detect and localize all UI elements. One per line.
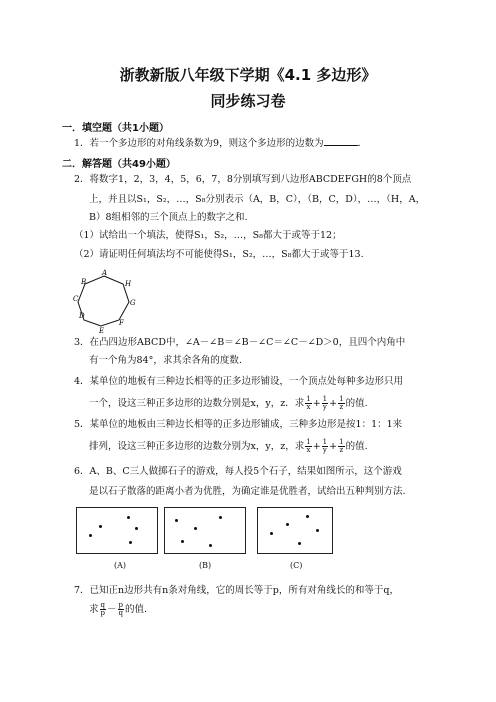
- vertex-label-e: E: [99, 327, 105, 334]
- question-2-line2: 上，并且以S₁，S₂，…，S₈分别表示（A，B，C），（B，C，D），…，（H，A，: [89, 194, 426, 205]
- fraction-1-over-z: [338, 396, 344, 411]
- question-6-line1: 6．A、B、C三人做掷石子的游戏，每人投5个石子，结果如图所示，这个游戏: [74, 466, 402, 477]
- denominator: z: [339, 403, 344, 411]
- vertex-label-g: G: [130, 299, 136, 307]
- denominator: y: [322, 403, 327, 411]
- stone-dot: [209, 544, 212, 547]
- question-1-end: ．: [357, 138, 368, 149]
- denominator: x: [306, 403, 311, 411]
- stone-dot: [316, 529, 319, 532]
- scatter-box-b: [164, 507, 246, 554]
- fraction-1-over-x: [305, 439, 311, 454]
- question-6-line2: 是以石子散落的距离小者为优胜，为确定谁是优胜者，试给出五种判别方法.: [89, 486, 406, 497]
- stone-dot: [286, 523, 289, 526]
- stone-dot: [99, 525, 102, 528]
- question-5-end: 的值.: [345, 441, 368, 452]
- question-7-end: 的值.: [125, 604, 148, 615]
- numerator: 1: [339, 395, 344, 403]
- stone-dot: [306, 515, 309, 518]
- stone-dot: [219, 516, 222, 519]
- question-1-text: 1．若一个多边形的对角线条数为9，则这个多边形的边数为: [74, 138, 324, 149]
- numerator: 1: [306, 395, 311, 403]
- stone-dot: [89, 534, 92, 537]
- minus-sign: －: [107, 604, 117, 615]
- fraction-1-over-y: [322, 439, 328, 454]
- stone-dot: [127, 516, 130, 519]
- vertex-label-d: D: [79, 312, 85, 320]
- stone-dot: [175, 519, 178, 522]
- stone-dot: [270, 532, 273, 535]
- scatter-box-a: [76, 507, 158, 554]
- octagon-figure: [70, 268, 140, 334]
- question-2-line1: 2．将数字1，2，3，4，5，6，7，8分别填写到八边形ABCDEFGH的8个顶点: [74, 174, 412, 185]
- stone-dot: [129, 541, 132, 544]
- numerator: 1: [322, 395, 328, 403]
- question-5-line2: [89, 439, 368, 454]
- stone-dot: [135, 527, 138, 530]
- plus-sign: +: [329, 398, 338, 409]
- denominator: p: [100, 609, 105, 617]
- numerator: 1: [339, 438, 344, 446]
- question-4-line1: 4．某单位的地板有三种边长相等的正多边形铺设，一个顶点处每种多边形只用: [74, 376, 404, 387]
- numerator: q: [100, 601, 105, 609]
- fraction-1-over-x: [305, 396, 311, 411]
- box-caption-c: (C): [290, 561, 303, 570]
- vertex-label-f: F: [119, 319, 124, 327]
- plus-sign: +: [312, 398, 321, 409]
- stone-dot: [181, 540, 184, 543]
- question-4-line2: [89, 396, 368, 411]
- vertex-label-c: C: [73, 295, 79, 303]
- section-answer: 二．解答题（共49小题）: [62, 159, 176, 170]
- section-fill-blank: 一．填空题（共1小题）: [62, 123, 169, 134]
- plus-sign: +: [329, 441, 338, 452]
- vertex-label-a: A: [102, 269, 108, 277]
- fraction-1-over-y: [322, 396, 328, 411]
- box-caption-b: (B): [199, 561, 212, 570]
- numerator: 1: [322, 438, 328, 446]
- question-2-line3: B）8组相邻的三个顶点上的数字之和.: [89, 212, 248, 223]
- denominator: z: [339, 446, 344, 454]
- page-subtitle: 同步练习卷: [210, 92, 286, 110]
- fraction-1-over-z: [338, 439, 344, 454]
- question-7-text: 求: [89, 604, 99, 615]
- plus-sign: +: [312, 441, 321, 452]
- question-2-part2: （2）请证明任何填法均不可能使得S₁，S₂，…，S₈都大于或等于13.: [74, 249, 364, 260]
- question-5-text: 排列，设这三种正多边形的边数分别为x，y，z，求: [89, 441, 305, 452]
- denominator: x: [306, 446, 311, 454]
- numerator: 1: [306, 438, 311, 446]
- question-4-end: 的值.: [345, 398, 368, 409]
- stone-dot: [194, 527, 197, 530]
- scatter-box-c: [257, 507, 333, 554]
- fraction-q-over-p: [100, 602, 106, 617]
- question-1: [74, 136, 367, 150]
- vertex-label-h: H: [125, 280, 132, 288]
- question-5-line1: 5．某单位的地板由三种边长相等的正多边形铺成，三种多边形是按1：1：1来: [74, 419, 403, 430]
- answer-blank: [324, 136, 358, 146]
- question-2-part1: （1）试给出一个填法，使得S₁，S₂，…，S₈都大于或等于12；: [74, 230, 342, 241]
- numerator: p: [118, 601, 123, 609]
- box-caption-a: (A): [114, 561, 127, 570]
- question-7-line1: 7．已知正n边形共有n条对角线，它的周长等于p，所有对角线长的和等于q，: [74, 585, 399, 596]
- vertex-label-b: B: [81, 278, 87, 286]
- question-3-line2: 有一个角为84°，求其余各角的度数.: [89, 355, 242, 366]
- denominator: q: [118, 609, 123, 617]
- stone-dot: [298, 542, 301, 545]
- fraction-p-over-q: [118, 602, 124, 617]
- question-3-line1: 3．在凸四边形ABCD中，∠A－∠B＝∠B－∠C＝∠C－∠D＞0，且四个内角中: [74, 337, 406, 348]
- question-7-line2: [89, 602, 147, 617]
- denominator: y: [322, 446, 327, 454]
- question-4-text: 一个，设这三种正多边形的边数分别是x，y，z．求: [89, 398, 305, 409]
- page-title: 浙教新版八年级下学期《4.1 多边形》: [119, 66, 377, 84]
